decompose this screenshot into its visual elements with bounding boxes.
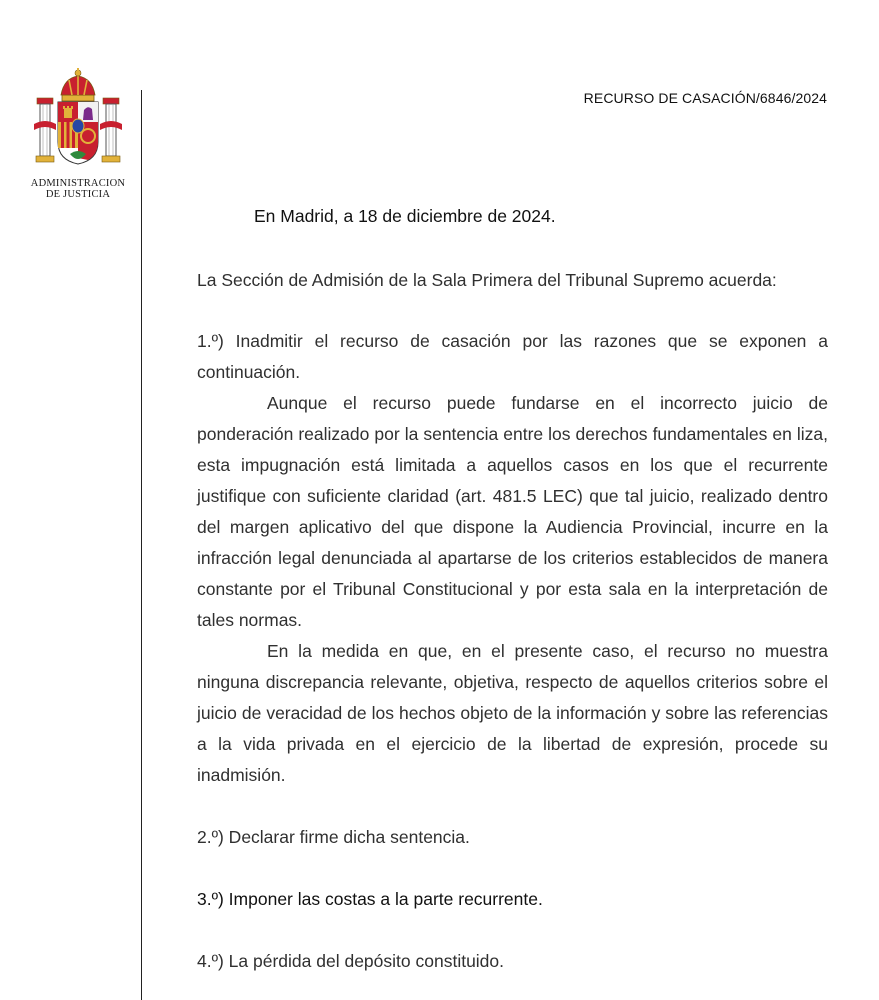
spain-coat-of-arms-icon: [28, 68, 128, 176]
emblem-caption: [22, 178, 134, 200]
point1-heading: 1.º) Inadmitir el recurso de casación por las razones que se exponen a continuación.: [197, 331, 828, 382]
point4-text: 4.º) La pérdida del depósito constituido.: [197, 951, 505, 971]
intro-paragraph: [197, 265, 828, 296]
crown-icon: [61, 68, 95, 101]
emblem-caption-line1: ADMINISTRACION: [30, 178, 126, 189]
shield-icon: [58, 102, 98, 164]
emblem-caption-line2: DE JUSTICIA: [45, 189, 111, 200]
margin-rule: [141, 90, 142, 1000]
point3-text: 3.º) Imponer las costas a la parte recurrente.: [197, 889, 543, 909]
point3-block: [197, 884, 828, 915]
point2-text: 2.º) Declarar firme dicha sentencia.: [197, 827, 470, 847]
header-emblem: [22, 68, 134, 200]
point4-block: [197, 946, 828, 977]
point2-block: [197, 822, 828, 853]
point1-paragraph-1: Aunque el recurso puede fundarse en el incorrecto juicio de ponderación realizado por la sentencia entre los derechos fundamentales en liza, esta impugnación está limitada a aquellos casos en los que el recurrente justifique con suficiente claridad (art. 481.5 LEC) que tal juicio, realizado dentro del margen aplicativo del que dispone la Audiencia Provincial, incurre en la infracción legal denunciada al apartarse de los criterios establecidos de manera constante por el Tribunal Constitucional y por esta sala en la interpretación de tales normas.: [197, 393, 828, 630]
point1-block: [197, 326, 828, 791]
point1-paragraph-2: En la medida en que, en el presente caso, el recurso no muestra ninguna discrepancia relevante, objetiva, respecto de aquellos criterios sobre el juicio de veracidad de los hechos objeto de la información y sobre las referencias a la vida privada en el ejercicio de la libertad de expresión, procede su inadmisión.: [197, 641, 828, 785]
right-pillar-icon: [100, 98, 122, 162]
date-line: En Madrid, a 18 de diciembre de 2024.: [254, 206, 556, 226]
case-reference: RECURSO DE CASACIÓN/6846/2024: [583, 90, 827, 106]
intro-text: La Sección de Admisión de la Sala Primera del Tribunal Supremo acuerda:: [197, 270, 777, 290]
left-pillar-icon: [34, 98, 56, 162]
